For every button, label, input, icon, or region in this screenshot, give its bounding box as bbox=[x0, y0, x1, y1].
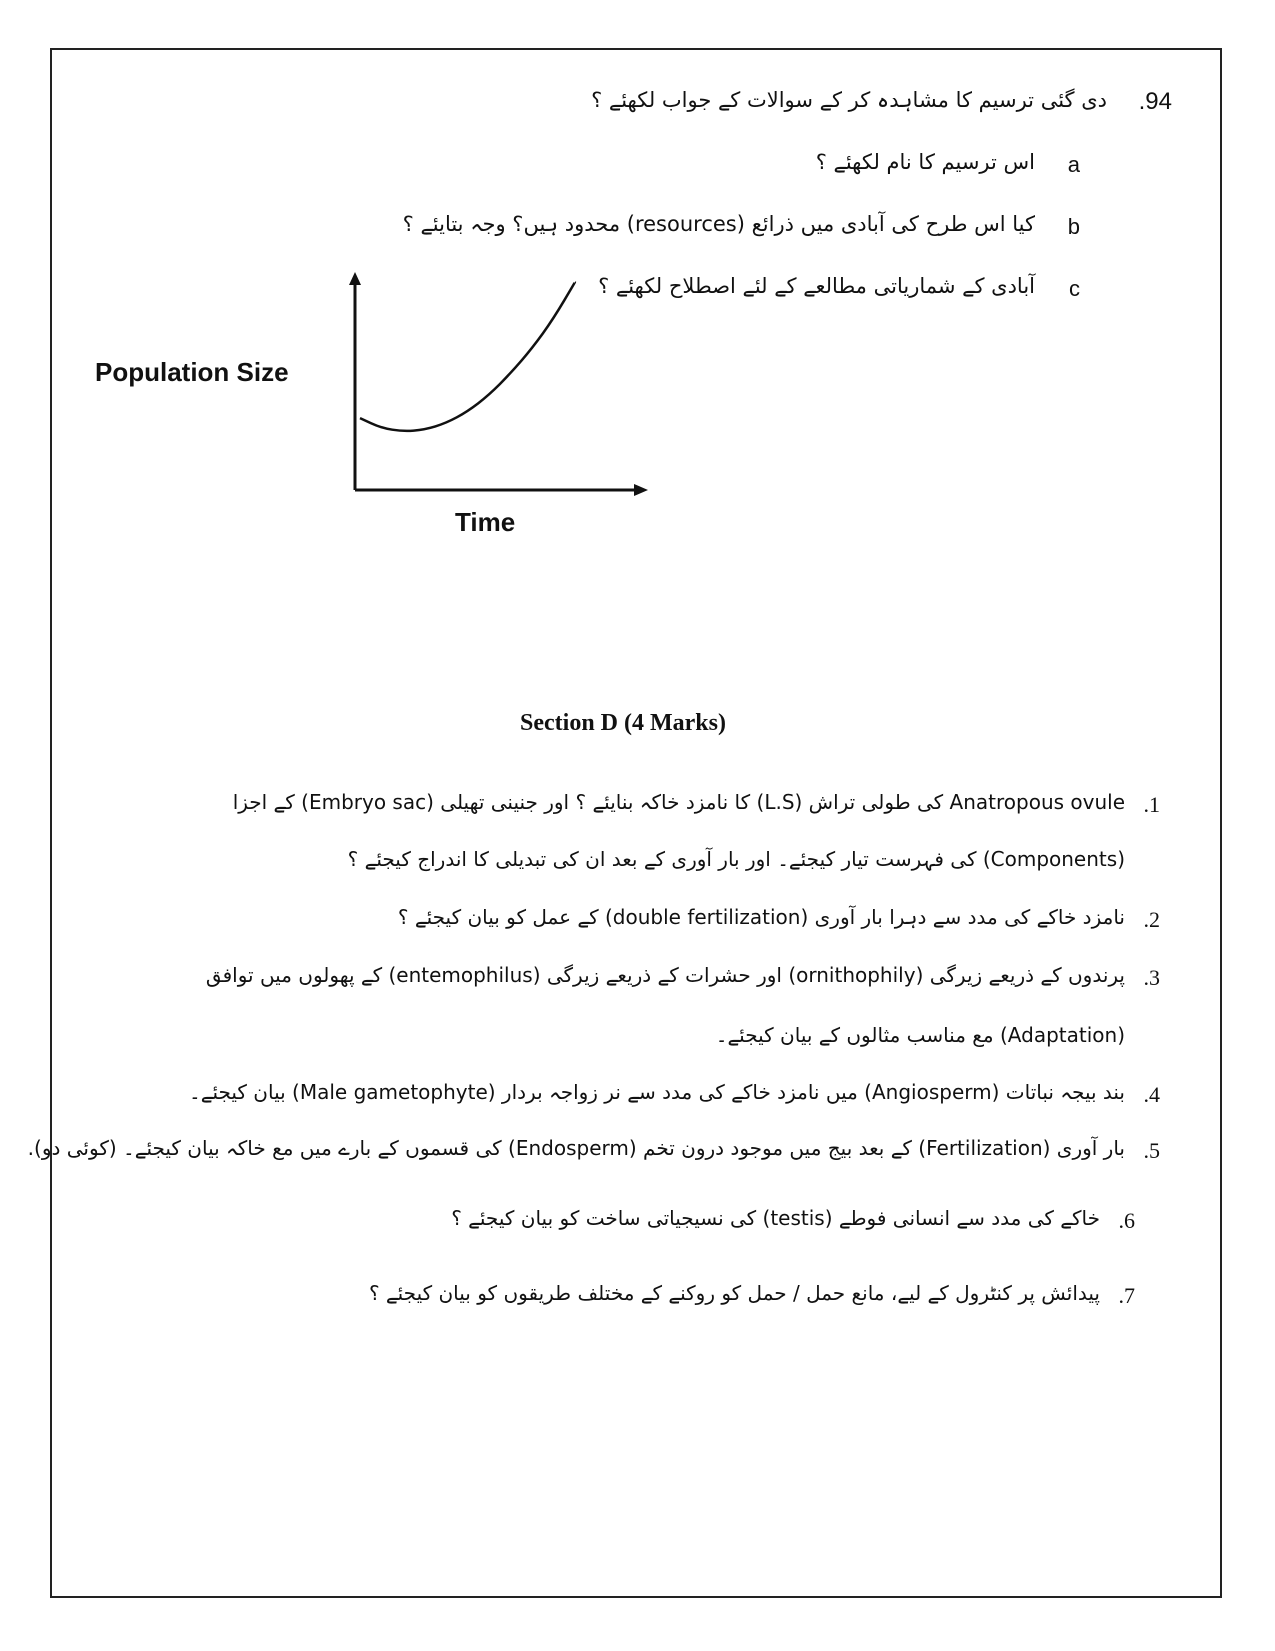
item-number-6: .6 bbox=[1118, 1208, 1135, 1233]
part-text-b: کیا اس طرح کی آبادی میں ذرائع (resources) محدود ہیں؟ وجہ بتایئے ؟ bbox=[402, 212, 1035, 236]
part-letter-a: a bbox=[1067, 152, 1080, 177]
item-number-5: .5 bbox=[1143, 1138, 1160, 1163]
item-5-line-1: بار آوری (Fertilization) کے بعد بیج میں موجود درون تخم (Endosperm) کی قسموں کے بارے میں مع خاکہ بیان کیجئے۔ (کوئی دو). bbox=[27, 1136, 1125, 1160]
y-axis-label: Population Size bbox=[95, 357, 289, 387]
item-4-line-1: بند بیجہ نباتات (Angiosperm) میں نامزد خاکے کی مدد سے نر زواجہ بردار (Male gametophyte) بیان کیجئے۔ bbox=[189, 1080, 1125, 1104]
question-number: .94 bbox=[1138, 88, 1172, 115]
item-number-7: .7 bbox=[1118, 1283, 1135, 1308]
item-number-4: .4 bbox=[1143, 1082, 1160, 1107]
item-7-line-1: پیدائش پر کنٹرول کے لیے، مانع حمل / حمل کو روکنے کے مختلف طریقوں کو بیان کیجئے ؟ bbox=[368, 1281, 1100, 1305]
part-letter-b: b bbox=[1067, 214, 1080, 239]
x-axis-arrow bbox=[634, 484, 648, 496]
item-number-3: .3 bbox=[1143, 965, 1160, 990]
item-number-2: .2 bbox=[1143, 907, 1160, 932]
section-title: Section D (4 Marks) bbox=[520, 710, 726, 736]
growth-curve bbox=[360, 282, 575, 431]
part-text-a: اس ترسیم کا نام لکھئے ؟ bbox=[815, 150, 1035, 174]
item-1-line-1: Anatropous ovule کی طولی تراش (L.S) کا نامزد خاکہ بنایئے ؟ اور جنینی تھیلی (Embryo sac) کے اجزا bbox=[232, 790, 1125, 814]
item-3-line-1: پرندوں کے ذریعے زیرگی (ornithophily) اور حشرات کے ذریعے زیرگی (entemophilus) کے پھولوں میں توافق bbox=[205, 963, 1125, 987]
item-3-line-2: (Adaptation) مع مناسب مثالوں کے بیان کیجئے۔ bbox=[715, 1023, 1125, 1047]
item-number-1: .1 bbox=[1143, 792, 1160, 817]
y-axis-arrow bbox=[349, 272, 361, 285]
item-2-line-1: نامزد خاکے کی مدد سے دہرا بار آوری (double fertilization) کے عمل کو بیان کیجئے ؟ bbox=[397, 905, 1125, 929]
question-prompt: دی گئی ترسیم کا مشاہدہ کر کے سوالات کے جواب لکھئے ؟ bbox=[591, 88, 1107, 112]
item-6-line-1: خاکے کی مدد سے انسانی فوطے (testis) کی نسیجیاتی ساخت کو بیان کیجئے ؟ bbox=[451, 1206, 1100, 1230]
part-letter-c: c bbox=[1069, 276, 1080, 301]
part-text-c: آبادی کے شماریاتی مطالعے کے لئے اصطلاح لکھئے ؟ bbox=[598, 274, 1035, 298]
item-1-line-2: (Components) کی فہرست تیار کیجئے۔ اور بار آوری کے بعد ان کی تبدیلی کا اندراج کیجئے ؟ bbox=[347, 847, 1125, 871]
x-axis-label: Time bbox=[455, 507, 516, 537]
population-growth-chart bbox=[320, 270, 670, 500]
